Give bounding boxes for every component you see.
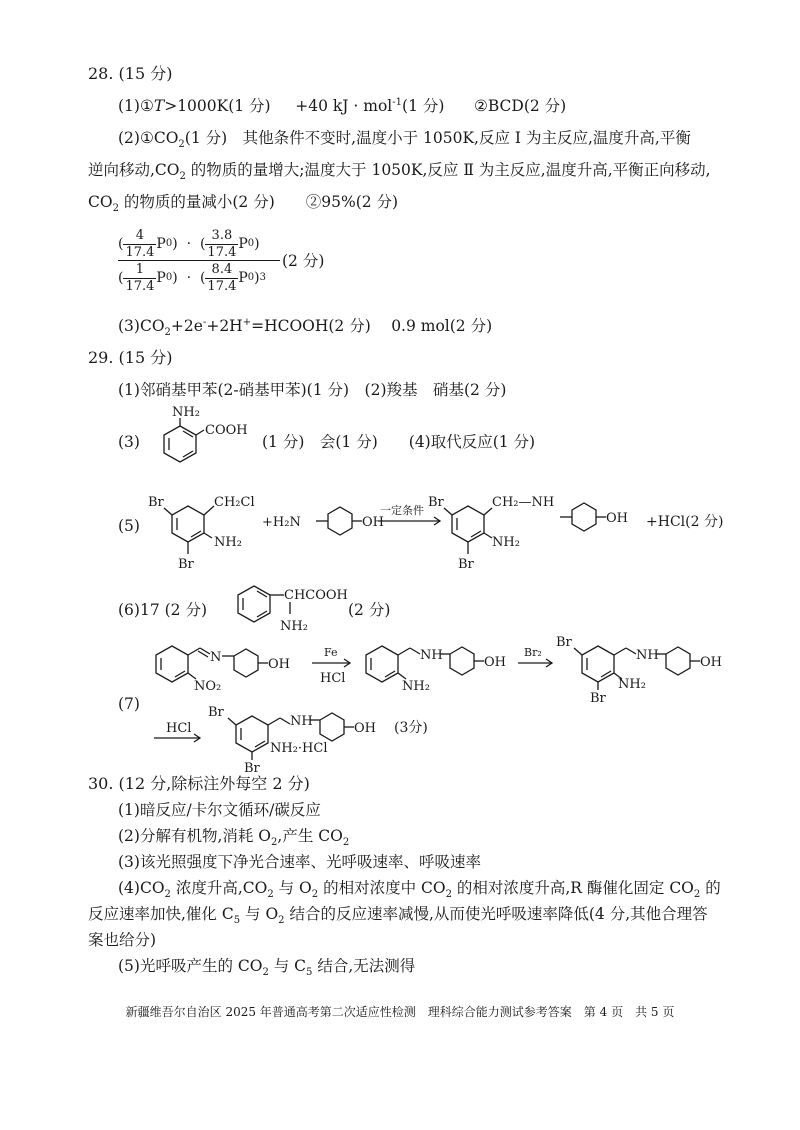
q29-heading: 29. (15 分)	[88, 348, 173, 367]
nh2-reactant: NH₂	[214, 535, 242, 550]
anthranilic-acid-structure	[150, 404, 260, 472]
kp-denominator: ( $\frac{1}{17.4}$ P 0 ) · ( $\frac{8.4}{17.4}$ P 0 ) 3	[118, 261, 267, 294]
oh-2: OH	[484, 655, 506, 670]
cooh-label: COOH	[205, 423, 248, 438]
q28-part2-line2: 逆向移动$,CO_2$ 的物质的量增大;温度大于 1050K,反应 Ⅱ 为主反应,温度升高,平衡正向移动,	[88, 161, 711, 183]
q30-part4-line2: 反应速率加快,催化 $C_5$ 与 $O_2$ 结合的反应速率减慢,从而使光呼吸速率降低(4 分,其他合理答	[88, 905, 708, 927]
hcl-score: +HCl(2 分)	[646, 514, 724, 530]
q28-heading: 28. (15 分)	[88, 64, 173, 83]
synthesis-route-7-row2	[150, 702, 510, 774]
q29-part6-label: (6)17 (2 分)	[118, 601, 207, 619]
q30-part3: (3)该光照强度下净光合速率、光呼吸速率、呼吸速率	[118, 853, 481, 871]
br-3-bottom: Br	[590, 691, 606, 704]
q30-part2: (2)分解有机物,消耗 $O_2$,产生 $CO_2$	[118, 827, 350, 849]
q29-part6-score: (2 分)	[348, 601, 391, 619]
nh2hcl-label: NH₂·HCl	[270, 741, 328, 756]
br-top-product: Br	[428, 495, 444, 510]
no2-label: NO₂	[194, 679, 222, 694]
oh-3: OH	[700, 655, 722, 670]
ch2nh-label: CH₂—NH	[492, 495, 555, 510]
hcl-reagent-2: HCl	[166, 721, 192, 736]
br2-reagent: Br₂	[524, 646, 542, 659]
q29-part7-label: (7)	[118, 695, 140, 713]
q29-part1-2: (1)邻硝基甲苯(2-硝基甲苯)(1 分) (2)羧基 硝基(2 分)	[118, 381, 507, 399]
q28-part3: $(3)CO_2+2e^-+2H^+=HCOOH(2$ 分) 0.9 mol(2 分)	[118, 316, 493, 339]
q28-part1: (1)①T>1000K(1 分) +40 kJ · mol$^{-1}$(1 分) ②BCD(2 分)	[118, 96, 567, 115]
q30-part4-line3: 案也给分)	[88, 931, 157, 949]
q29-part3-score: (1 分) 会(1 分) (4)取代反应(1 分)	[262, 433, 536, 451]
nh2-label: NH₂	[172, 405, 200, 420]
kp-fraction-bar	[118, 260, 280, 261]
nh2-3: NH₂	[618, 677, 646, 692]
kp-numerator: ( $\frac{4}{17.4}$ P 0 ) · ( $\frac{3.8}{17.4}$ P 0 )	[118, 227, 260, 260]
br-3-top: Br	[556, 635, 572, 650]
q29-part3-label: (3)	[118, 433, 140, 451]
condition-label: 一定条件	[380, 504, 424, 517]
oh-product: OH	[606, 511, 628, 526]
q30-part1: (1)暗反应/卡尔文循环/碳反应	[118, 801, 321, 819]
nh2-2: NH₂	[402, 679, 430, 694]
br-top-reactant: Br	[148, 495, 164, 510]
kp-expression	[118, 227, 267, 294]
reaction-5	[140, 484, 780, 584]
oh-1: OH	[268, 657, 290, 672]
hcl-reagent-1: HCl	[320, 671, 346, 686]
nh2-product: NH₂	[492, 535, 520, 550]
oh-4: OH	[354, 721, 376, 736]
chcooh-label: CHCOOH	[284, 588, 348, 603]
q28-part2-line1: $(2)①CO_2(1$ 分) 其他条件不变时,温度小于 1050K,反应 Ⅰ 为主反应,温度升高,平衡	[118, 129, 691, 151]
nh-3: NH	[636, 648, 659, 663]
nh-4: NH	[290, 714, 313, 729]
br-bottom-product: Br	[458, 557, 474, 572]
page-footer: 新疆维吾尔自治区 2025 年普通高考第二次适应性检测 理科综合能力测试参考答案 第 4 页 共 5 页	[125, 1005, 675, 1019]
oh-reagent: OH	[362, 515, 384, 530]
q30-part4-line1: $(4)CO_2$ 浓度升高$,CO_2$ 与 $O_2$ 的相对浓度中 $CO_2$ 的相对浓度升高,R 酶催化固定 $CO_2$ 的	[118, 879, 721, 901]
br-bottom-reactant: Br	[178, 557, 194, 572]
br-4-top: Br	[208, 705, 224, 720]
br-4-bottom: Br	[244, 761, 260, 774]
q30-part5: (5)光呼吸产生的 $CO_2$ 与 $C_5$ 结合,无法测得	[118, 957, 416, 979]
q30-heading: 30. (12 分,除标注外每空 2 分)	[88, 774, 310, 793]
ch2cl-label: CH₂Cl	[214, 495, 255, 510]
nh-2: NH	[420, 648, 443, 663]
h2n-reagent: +H₂N	[262, 515, 301, 530]
kp-score: (2 分)	[282, 252, 325, 270]
q28-part2-line3: $CO_2$ 的物质的量减小(2 分) ②95%(2 分)	[88, 193, 399, 215]
fe-reagent: Fe	[324, 646, 338, 659]
q29-part5-label: (5)	[118, 517, 140, 535]
imine-n: N	[210, 650, 222, 665]
synthesis-route-7-row1	[140, 632, 780, 704]
part7-score: (3分)	[394, 720, 428, 736]
nh2-label-6: NH₂	[280, 619, 308, 634]
